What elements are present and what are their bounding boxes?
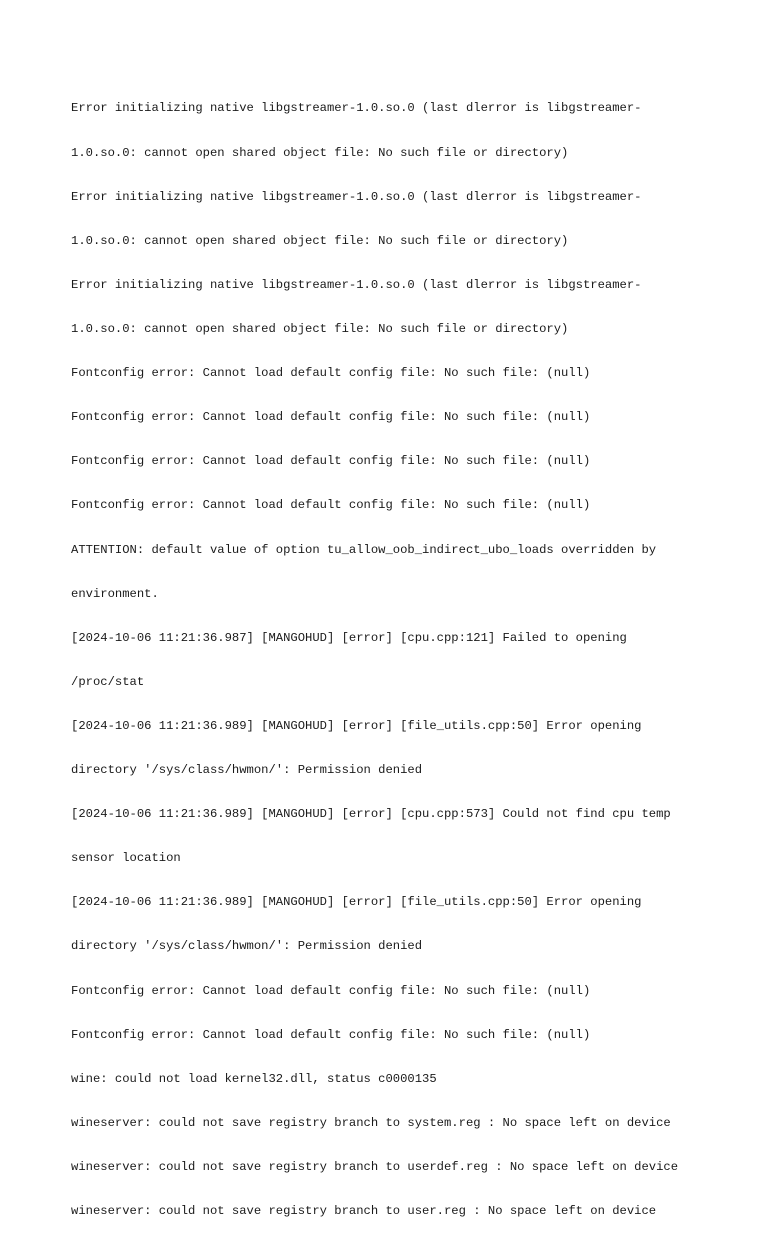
log-line: wineserver: could not save registry branch to user.reg : No space left on device [71, 1204, 657, 1219]
log-line: Error initializing native libgstreamer-1.0.so.0 (last dlerror is libgstreamer- [71, 101, 642, 116]
log-line: environment. [71, 586, 159, 601]
log-line: [2024-10-06 11:21:36.987] [MANGOHUD] [error] [cpu.cpp:121] Failed to opening [71, 630, 627, 645]
log-line: 1.0.so.0: cannot open shared object file: No such file or directory) [71, 321, 569, 336]
log-line: Fontconfig error: Cannot load default config file: No such file: (null) [71, 410, 591, 425]
log-line: Fontconfig error: Cannot load default config file: No such file: (null) [71, 454, 591, 469]
log-line: 1.0.so.0: cannot open shared object file: No such file or directory) [71, 145, 569, 160]
log-line: 1.0.so.0: cannot open shared object file: No such file or directory) [71, 233, 569, 248]
log-line: Fontconfig error: Cannot load default config file: No such file: (null) [71, 366, 591, 381]
log-line: directory '/sys/class/hwmon/': Permission denied [71, 939, 423, 954]
log-line: wineserver: could not save registry branch to system.reg : No space left on device [71, 1115, 671, 1130]
log-output [71, 72, 711, 1248]
log-line: sensor location [71, 851, 181, 866]
log-line: Fontconfig error: Cannot load default config file: No such file: (null) [71, 983, 591, 998]
log-line: wineserver: could not save registry branch to userdef.reg : No space left on device [71, 1160, 679, 1175]
log-line: directory '/sys/class/hwmon/': Permission denied [71, 763, 423, 778]
log-line: Error initializing native libgstreamer-1.0.so.0 (last dlerror is libgstreamer- [71, 277, 642, 292]
log-line: [2024-10-06 11:21:36.989] [MANGOHUD] [error] [cpu.cpp:573] Could not find cpu temp [71, 807, 671, 822]
log-line: ATTENTION: default value of option tu_allow_oob_indirect_ubo_loads overridden by [71, 542, 657, 557]
log-line: wine: could not load kernel32.dll, status c0000135 [71, 1071, 437, 1086]
log-line: Fontconfig error: Cannot load default config file: No such file: (null) [71, 1027, 591, 1042]
log-line: Fontconfig error: Cannot load default config file: No such file: (null) [71, 498, 591, 513]
log-line: /proc/stat [71, 674, 145, 689]
log-line: [2024-10-06 11:21:36.989] [MANGOHUD] [error] [file_utils.cpp:50] Error opening [71, 718, 642, 733]
log-line: Error initializing native libgstreamer-1.0.so.0 (last dlerror is libgstreamer- [71, 189, 642, 204]
log-line: [2024-10-06 11:21:36.989] [MANGOHUD] [error] [file_utils.cpp:50] Error opening [71, 895, 642, 910]
